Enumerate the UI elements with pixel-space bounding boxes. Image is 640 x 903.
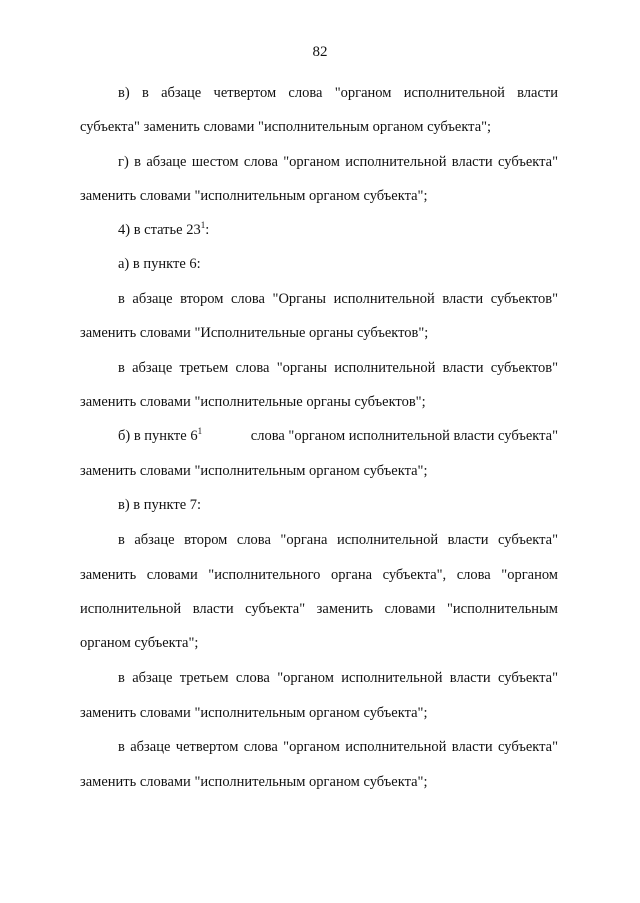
text-line-10: заменить словами "исполнительные органы субъектов";	[80, 394, 426, 410]
text-line-6: а) в пункте 6:	[118, 256, 201, 272]
text-line-7: в абзаце втором слова "Органы исполнительной власти субъектов"	[118, 291, 558, 307]
text-line-14: в абзаце втором слова "органа исполнительной власти субъекта"	[118, 532, 558, 548]
text-line-1: в) в абзаце четвертом слова "органом исполнительной власти	[118, 85, 558, 101]
text-line-20: в абзаце четвертом слова "органом исполнительной власти субъекта"	[118, 739, 558, 755]
text-line-3: г) в абзаце шестом слова "органом исполнительной власти субъекта"	[118, 154, 558, 170]
text-line-21: заменить словами "исполнительным органом субъекта";	[80, 774, 428, 790]
superscript-1: 1	[200, 220, 206, 230]
text-line-5-end: :	[205, 222, 210, 238]
text-line-11-start: б) в пункте 6	[118, 428, 198, 444]
text-line-9: в абзаце третьем слова "органы исполнительной власти субъектов"	[118, 360, 558, 376]
text-line-13: в) в пункте 7:	[118, 497, 202, 513]
text-line-12: заменить словами "исполнительным органом субъекта";	[80, 463, 428, 479]
text-line-18: в абзаце третьем слова "органом исполнительной власти субъекта"	[118, 670, 558, 686]
text-line-16: исполнительной власти субъекта" заменить словами "исполнительным	[80, 601, 558, 617]
text-line-4: заменить словами "исполнительным органом субъекта";	[80, 188, 428, 204]
text-line-19: заменить словами "исполнительным органом субъекта";	[80, 705, 428, 721]
text-line-11-b: слова "органом исполнительной власти субъекта"	[250, 428, 558, 444]
text-line-5	[118, 221, 209, 239]
text-line-11	[118, 427, 558, 445]
text-line-17: органом субъекта";	[80, 635, 199, 651]
superscript-2: 1	[197, 426, 203, 436]
text-line-11-a	[118, 427, 202, 445]
text-line-8: заменить словами "Исполнительные органы субъектов";	[80, 325, 429, 341]
text-line-15: заменить словами "исполнительного органа субъекта", слова "органом	[80, 567, 558, 583]
page-number: 82	[312, 44, 328, 60]
text-line-5-main: 4) в статье 23	[118, 222, 201, 238]
text-line-2: субъекта" заменить словами "исполнительным органом субъекта";	[80, 119, 492, 135]
